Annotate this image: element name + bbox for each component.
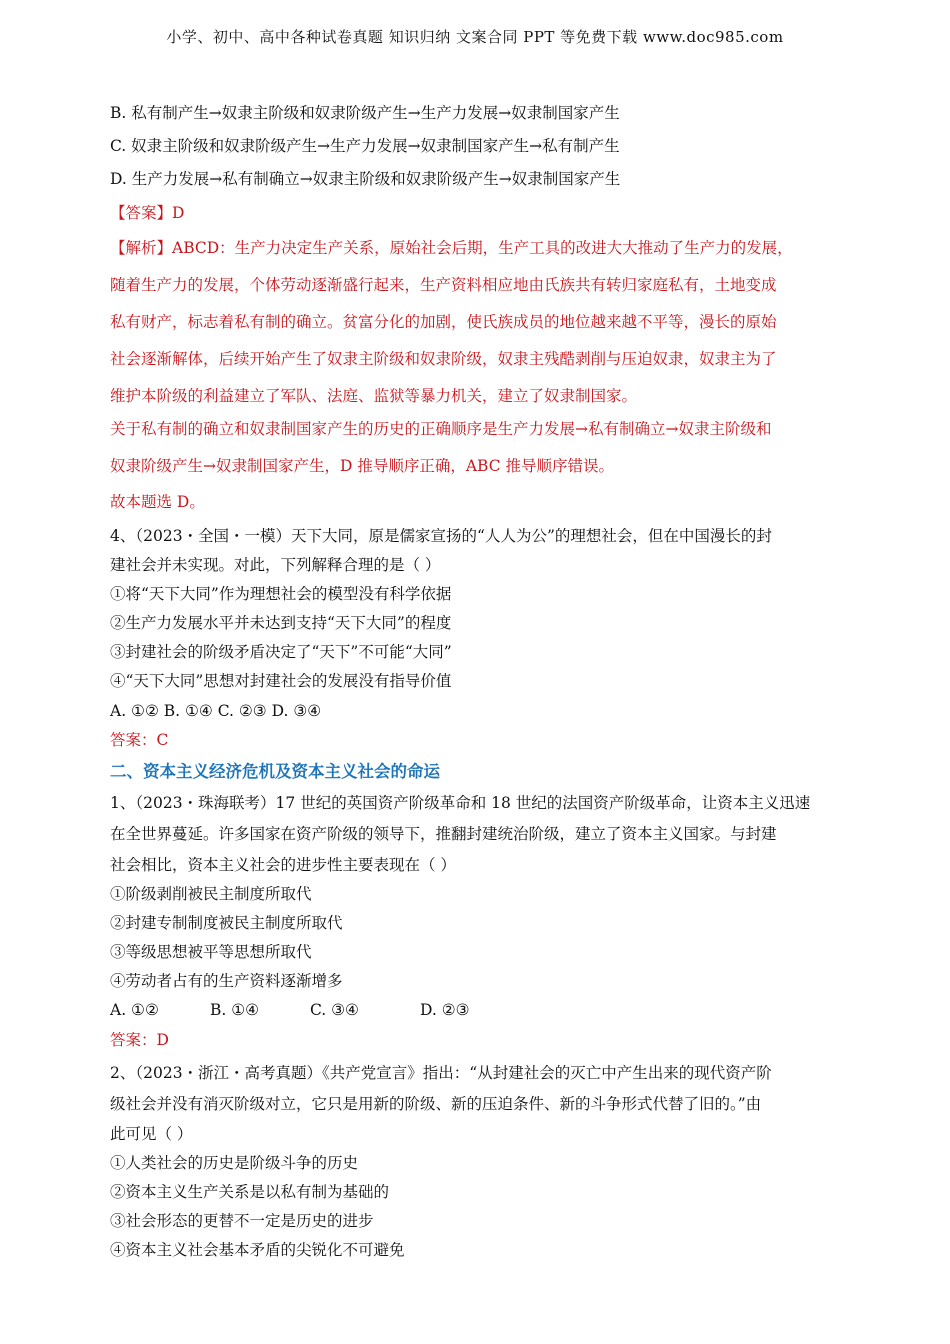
q3-analysis xyxy=(110,238,840,423)
q4-options: A. ①② B. ①④ C. ②③ D. ③④ xyxy=(110,702,322,720)
s2q1-item: ②封建专制制度被民主制度所取代 xyxy=(110,914,343,932)
analysis-line: 维护本阶级的利益建立了军队、法庭、监狱等暴力机关，建立了奴隶制国家。 xyxy=(110,387,638,405)
s2q1-stem-line: 在全世界蔓延。许多国家在资产阶级的领导下，推翻封建统治阶级，建立了资本主义国家。与封建 xyxy=(110,825,777,843)
s2q2-stem-line: 此可见（ ） xyxy=(110,1125,193,1143)
analysis-line: 私有财产，标志着私有制的确立。贫富分化的加剧，使氏族成员的地位越来越不平等，漫长的原始 xyxy=(110,313,777,331)
s2q2-item: ④资本主义社会基本矛盾的尖锐化不可避免 xyxy=(110,1241,405,1259)
q4-item: ①将“天下大同”作为理想社会的模型没有科学依据 xyxy=(110,585,452,603)
q3-option-c: C. 奴隶主阶级和奴隶阶级产生→生产力发展→奴隶制国家产生→私有制产生 xyxy=(110,137,620,155)
q3-analysis-order xyxy=(110,419,840,493)
q3-conclusion: 故本题选 D。 xyxy=(110,493,205,511)
s2q2-item: ②资本主义生产关系是以私有制为基础的 xyxy=(110,1183,390,1201)
q4-stem-line: 4、（2023・全国・一模）天下大同，原是儒家宣扬的“人人为公”的理想社会，但在中国漫长的封 xyxy=(110,527,772,545)
q4-stem-line: 建社会并未实现。对此，下列解释合理的是（ ） xyxy=(110,556,441,574)
option-d: D. ②③ xyxy=(420,1001,470,1019)
q3-option-d: D. 生产力发展→私有制确立→奴隶主阶级和奴隶阶级产生→奴隶制国家产生 xyxy=(110,170,621,188)
s2q1-stem-line: 1、（2023・珠海联考）17 世纪的英国资产阶级革命和 18 世纪的法国资产阶级革命，让资本主义迅速 xyxy=(110,794,811,812)
option-b: B. ①④ xyxy=(210,1001,260,1019)
s2q2-stem-line: 级社会并没有消灭阶级对立，它只是用新的阶级、新的压迫条件、新的斗争形式代替了旧的。”由 xyxy=(110,1095,762,1113)
s2q1-answer: 答案：D xyxy=(110,1031,169,1049)
q4-item: ②生产力发展水平并未达到支持“天下大同”的程度 xyxy=(110,614,452,632)
q4-answer: 答案：C xyxy=(110,731,169,749)
s2q2-stem-line: 2、（2023・浙江・高考真题）《共产党宣言》指出：“从封建社会的灭亡中产生出来的现代资产阶 xyxy=(110,1064,772,1082)
s2q1-stem-line: 社会相比，资本主义社会的进步性主要表现在（ ） xyxy=(110,856,456,874)
s2q2-item: ③社会形态的更替不一定是历史的进步 xyxy=(110,1212,374,1230)
analysis-line: 关于私有制的确立和奴隶制国家产生的历史的正确顺序是生产力发展→私有制确立→奴隶主阶级和 xyxy=(110,420,772,438)
option-a: A. ①② xyxy=(110,1001,159,1019)
page-header: 小学、初中、高中各种试卷真题 知识归纳 文案合同 PPT 等免费下载 www.doc985.com xyxy=(166,28,784,46)
section-title: 二、资本主义经济危机及资本主义社会的命运 xyxy=(110,762,440,781)
s2q2-item: ①人类社会的历史是阶级斗争的历史 xyxy=(110,1154,359,1172)
analysis-line: 奴隶阶级产生→奴隶制国家产生，D 推导顺序正确，ABC 推导顺序错误。 xyxy=(110,457,615,475)
option-c: C. ③④ xyxy=(310,1001,359,1019)
s2q1-options xyxy=(110,1000,470,1020)
q4-item: ④“天下大同”思想对封建社会的发展没有指导价值 xyxy=(110,672,452,690)
s2q1-item: ④劳动者占有的生产资料逐渐增多 xyxy=(110,972,343,990)
q4-item: ③封建社会的阶级矛盾决定了“天下”不可能“大同” xyxy=(110,643,452,661)
s2q1-item: ①阶级剥削被民主制度所取代 xyxy=(110,885,312,903)
s2q1-item: ③等级思想被平等思想所取代 xyxy=(110,943,312,961)
analysis-line: 【解析】ABCD：生产力决定生产关系，原始社会后期，生产工具的改进大大推动了生产力的发展， xyxy=(110,239,793,257)
analysis-line: 社会逐渐解体，后续开始产生了奴隶主阶级和奴隶阶级，奴隶主残酷剥削与压迫奴隶，奴隶主为了 xyxy=(110,350,777,368)
analysis-line: 随着生产力的发展，个体劳动逐渐盛行起来，生产资料相应地由氏族共有转归家庭私有，土地变成 xyxy=(110,276,777,294)
q3-option-b: B. 私有制产生→奴隶主阶级和奴隶阶级产生→生产力发展→奴隶制国家产生 xyxy=(110,104,620,122)
q3-answer: 【答案】D xyxy=(110,204,185,222)
